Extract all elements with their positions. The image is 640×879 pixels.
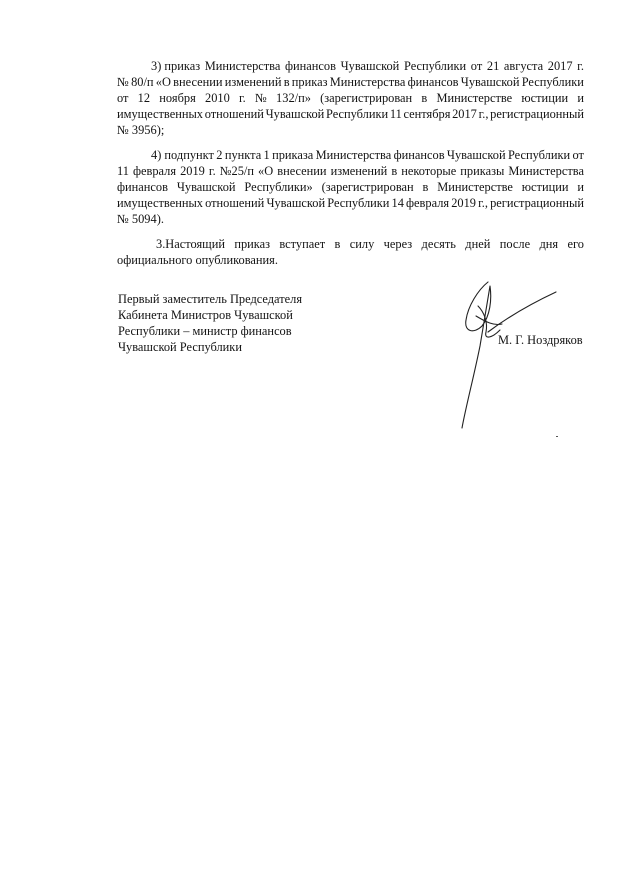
word: Чувашской bbox=[176, 180, 236, 194]
word: 12 bbox=[137, 91, 151, 105]
word: 11 bbox=[389, 107, 402, 121]
signatory-position-line: Чувашской Республики bbox=[118, 340, 242, 354]
word: 14 bbox=[391, 196, 404, 210]
word: Республики» bbox=[244, 180, 313, 194]
word: г., bbox=[478, 107, 489, 121]
paragraph-line bbox=[117, 163, 584, 179]
paragraph-line bbox=[117, 211, 164, 227]
word: февраля bbox=[406, 196, 450, 210]
word: пункта bbox=[224, 148, 262, 162]
paragraph-line bbox=[151, 58, 584, 74]
word: г. bbox=[239, 91, 246, 105]
word: от bbox=[117, 91, 129, 105]
paragraph-line bbox=[117, 106, 584, 122]
word: изменений bbox=[330, 164, 388, 178]
word: Министерстве bbox=[436, 91, 513, 105]
signatory-position-line: Первый заместитель Председателя bbox=[118, 292, 303, 306]
word: его bbox=[567, 237, 584, 251]
word: внесении bbox=[173, 75, 223, 89]
word: февраля bbox=[132, 164, 177, 178]
word: дней bbox=[465, 237, 491, 251]
scan-speck bbox=[556, 436, 558, 437]
word: Министерства bbox=[315, 148, 392, 162]
word: 2017 bbox=[547, 59, 573, 73]
word: Чувашской bbox=[340, 59, 400, 73]
word: в bbox=[422, 180, 429, 194]
paragraph-line bbox=[117, 122, 164, 138]
word: № 3956); bbox=[117, 123, 165, 137]
paragraph-line bbox=[156, 236, 584, 252]
word: имущественных bbox=[117, 196, 203, 210]
word: ноября bbox=[159, 91, 196, 105]
word: августа bbox=[503, 59, 544, 73]
word: в bbox=[421, 91, 428, 105]
word: 1 bbox=[263, 148, 270, 162]
word: Министерства bbox=[329, 75, 406, 89]
word: 80/п bbox=[131, 75, 154, 89]
word: г. bbox=[577, 59, 584, 73]
word: после bbox=[499, 237, 531, 251]
word: г. bbox=[208, 164, 216, 178]
word: сентября bbox=[403, 107, 451, 121]
word: Министерства bbox=[508, 164, 584, 178]
word: и bbox=[577, 91, 584, 105]
word: финансов bbox=[393, 148, 445, 162]
word: внесении bbox=[277, 164, 327, 178]
word: финансов bbox=[285, 59, 336, 73]
word: Министерства bbox=[204, 59, 281, 73]
paragraph-line bbox=[151, 147, 584, 163]
word: приказа bbox=[272, 148, 314, 162]
word: юстиции bbox=[521, 180, 569, 194]
word: (зарегистрирован bbox=[321, 180, 414, 194]
paragraph-line bbox=[117, 179, 584, 195]
word: Республики bbox=[403, 59, 467, 73]
word: 2 bbox=[216, 148, 223, 162]
word: № bbox=[255, 91, 267, 105]
word: 11 bbox=[117, 164, 129, 178]
word: 2010 bbox=[205, 91, 230, 105]
paragraph-line bbox=[117, 90, 584, 106]
word: г., bbox=[478, 196, 488, 210]
word: 132/п» bbox=[276, 91, 311, 105]
word: Чувашской bbox=[266, 196, 326, 210]
word: приказ bbox=[291, 75, 328, 89]
word: № 5094). bbox=[117, 212, 164, 226]
word: отношений bbox=[205, 196, 265, 210]
word: Чувашской bbox=[460, 75, 520, 89]
paragraph-line bbox=[117, 252, 278, 268]
word: в bbox=[283, 75, 290, 89]
word: финансов bbox=[117, 180, 168, 194]
word: в bbox=[334, 237, 341, 251]
word: десять bbox=[421, 237, 456, 251]
word: Республики bbox=[521, 75, 584, 89]
word: Чувашской bbox=[265, 107, 325, 121]
handwritten-signature bbox=[448, 276, 578, 436]
word: от bbox=[572, 148, 584, 162]
word: 2019 bbox=[451, 196, 476, 210]
word: вступает bbox=[279, 237, 326, 251]
signatory-position-line: Республики – министр финансов bbox=[118, 324, 292, 338]
word: (зарегистрирован bbox=[320, 91, 413, 105]
word: 2019 bbox=[180, 164, 205, 178]
word: приказ bbox=[234, 237, 271, 251]
word: отношений bbox=[204, 107, 264, 121]
word: приказы bbox=[460, 164, 505, 178]
word: №25/п bbox=[219, 164, 254, 178]
word: Чувашской bbox=[446, 148, 506, 162]
word: силу bbox=[349, 237, 375, 251]
word: «О bbox=[258, 164, 274, 178]
word: Республики bbox=[325, 107, 389, 121]
word: официального опубликования. bbox=[117, 253, 278, 267]
word: Республики bbox=[327, 196, 390, 210]
word: 21 bbox=[486, 59, 500, 73]
word: и bbox=[577, 180, 584, 194]
word: № bbox=[117, 75, 129, 89]
word: имущественных bbox=[117, 107, 203, 121]
word: некоторые bbox=[401, 164, 457, 178]
word: регистрационный bbox=[490, 107, 584, 121]
word: 2017 bbox=[452, 107, 477, 121]
signatory-position-line: Кабинета Министров Чувашской bbox=[118, 308, 293, 322]
word: 3) приказ bbox=[151, 59, 201, 73]
word: «О bbox=[155, 75, 171, 89]
word: Республики bbox=[507, 148, 571, 162]
word: через bbox=[383, 237, 413, 251]
word: дня bbox=[539, 237, 559, 251]
word: 4) подпункт bbox=[151, 148, 214, 162]
paragraph-line bbox=[117, 74, 584, 90]
word: Министерстве bbox=[437, 180, 513, 194]
word: изменений bbox=[224, 75, 282, 89]
word: 3.Настоящий bbox=[156, 237, 225, 251]
word: юстиции bbox=[521, 91, 569, 105]
word: финансов bbox=[407, 75, 459, 89]
word: в bbox=[391, 164, 398, 178]
signatory-name: М. Г. Ноздряков bbox=[498, 333, 583, 347]
paragraph-line bbox=[117, 195, 584, 211]
word: от bbox=[470, 59, 483, 73]
word: регистрационный bbox=[490, 196, 584, 210]
